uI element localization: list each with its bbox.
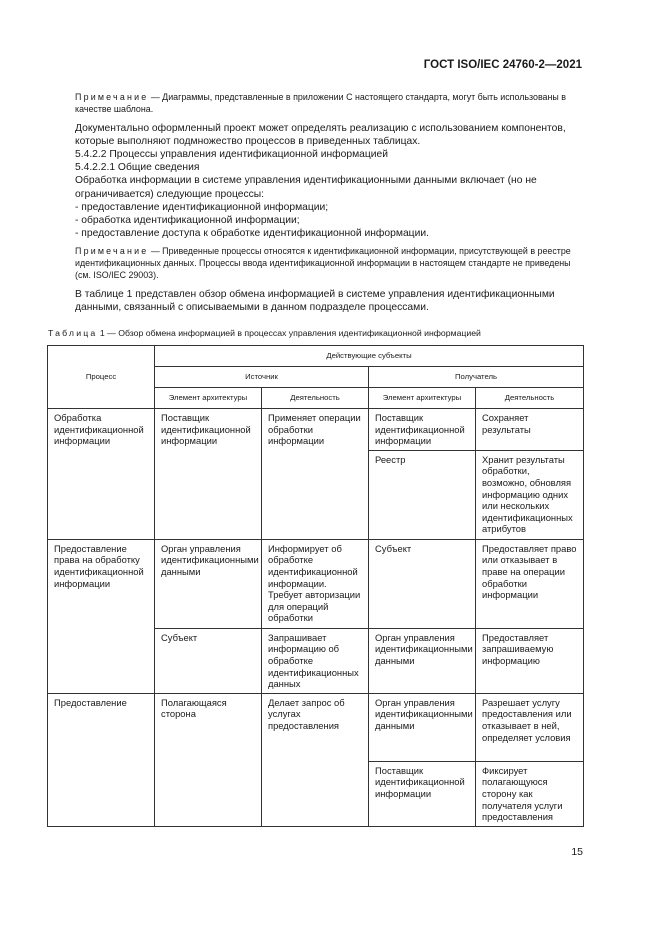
cell-recipient-activity: Предоставляет запрашиваемую информацию [476, 628, 584, 693]
header-activity-source: Деятельность [262, 388, 369, 409]
table-caption-text: 1 — Обзор обмена информацией в процессах управления идентификационной информацией [99, 328, 481, 338]
section-heading-5-4-2-2: 5.4.2.2 Процессы управления идентификационной информацией [75, 149, 388, 160]
cell-recipient-activity: Фиксирует полагающуюся сторону как получателя услуги предоставления [476, 761, 584, 826]
cell-recipient-activity: Сохраняет результаты [476, 409, 584, 451]
table-row [48, 693, 584, 761]
cell-source-element: Субъект [155, 628, 262, 693]
table-row [48, 539, 584, 628]
page-number: 15 [571, 846, 583, 858]
cell-source-activity: Запрашивает информацию об обработке идентификационных данных [262, 628, 369, 693]
header-arch-element-recipient: Элемент архитектуры [369, 388, 476, 409]
section-heading-5-4-2-2-1: 5.4.2.2.1 Общие сведения [75, 162, 200, 174]
cell-recipient-element: Поставщик идентификационной информации [369, 409, 476, 451]
note-2-label: Примечание [75, 246, 149, 257]
note-1-text: — Диаграммы, представленные в приложении С настоящего стандарта, могут быть использованы в качестве шаблона. [75, 92, 566, 114]
cell-recipient-activity: Разрешает услугу предоставления или отказывает в ней, определяет условия [476, 693, 584, 761]
table-caption [48, 328, 481, 338]
cell-recipient-element: Реестр [369, 450, 476, 539]
header-arch-element-source: Элемент архитектуры [155, 388, 262, 409]
cell-source-element: Поставщик идентификационной информации [155, 409, 262, 540]
note-2 [75, 246, 584, 281]
header-recipient: Получатель [369, 367, 584, 388]
note-1-label: Примечание [75, 92, 149, 102]
list-item: - обработка идентификационной информации; [75, 215, 300, 227]
list-item: - предоставление доступа к обработке идентификационной информации. [75, 228, 429, 240]
list-item: - предоставление идентификационной информации; [75, 201, 329, 213]
cell-recipient-element: Орган управления идентификационными данными [369, 693, 476, 761]
cell-source-activity: Применяет операции обработки информации [262, 409, 369, 540]
table-row [48, 409, 584, 451]
header-source: Источник [155, 367, 369, 388]
cell-source-element: Орган управления идентификационными данными [155, 539, 262, 628]
cell-process: Предоставление права на обработку идентификационной информации [48, 539, 155, 693]
process-list [75, 201, 584, 241]
paragraph-2: Обработка информации в системе управления идентификационными данными включает (но не ограничивается) следующие процессы: [75, 175, 537, 200]
info-exchange-table [47, 345, 584, 827]
table-header-row [48, 346, 584, 367]
document-id: ГОСТ ISO/IEC 24760-2—2021 [423, 59, 582, 71]
cell-recipient-element: Орган управления идентификационными данными [369, 628, 476, 693]
header-actors: Действующие субъекты [155, 346, 584, 367]
note-2-text: — Приведенные процессы относятся к идентификационной информации, присутствующей в реестре идентификационных данных. Процессы ввода идентификационной информации в настоящем стандарте не приведены (см. ISO/IEC 29003). [75, 246, 571, 281]
cell-source-activity: Делает запрос об услугах предоставления [262, 693, 369, 826]
note-1 [75, 92, 584, 116]
cell-recipient-activity: Предоставляет право или отказывает в праве на операции обработки информации [476, 539, 584, 628]
header-activity-recipient: Деятельность [476, 388, 584, 409]
cell-recipient-element: Поставщик идентификационной информации [369, 761, 476, 826]
table-caption-label: Таблица [48, 328, 98, 338]
cell-source-element: Полагающаяся сторона [155, 693, 262, 826]
cell-process: Обработка идентификационной информации [48, 409, 155, 540]
cell-process: Предоставление [48, 693, 155, 826]
cell-recipient-element: Субъект [369, 539, 476, 628]
paragraph-3: В таблице 1 представлен обзор обмена информацией в системе управления идентификационными данными, связанный с описываемыми в данном подразделе процессами. [75, 288, 555, 314]
header-process: Процесс [48, 346, 155, 409]
cell-recipient-activity: Хранит результаты обработки, возможно, обновляя информацию одних или нескольких идентификационных атрибутов [476, 450, 584, 539]
body-text [75, 92, 584, 314]
cell-source-activity: Информирует об обработке идентификационной информации. Требует авторизации для операций обработки [262, 539, 369, 628]
paragraph-1: Документально оформленный проект может определять реализацию с использованием компонентов, которые выполняют подмножество процессов в приведенных таблицах. [75, 122, 566, 147]
